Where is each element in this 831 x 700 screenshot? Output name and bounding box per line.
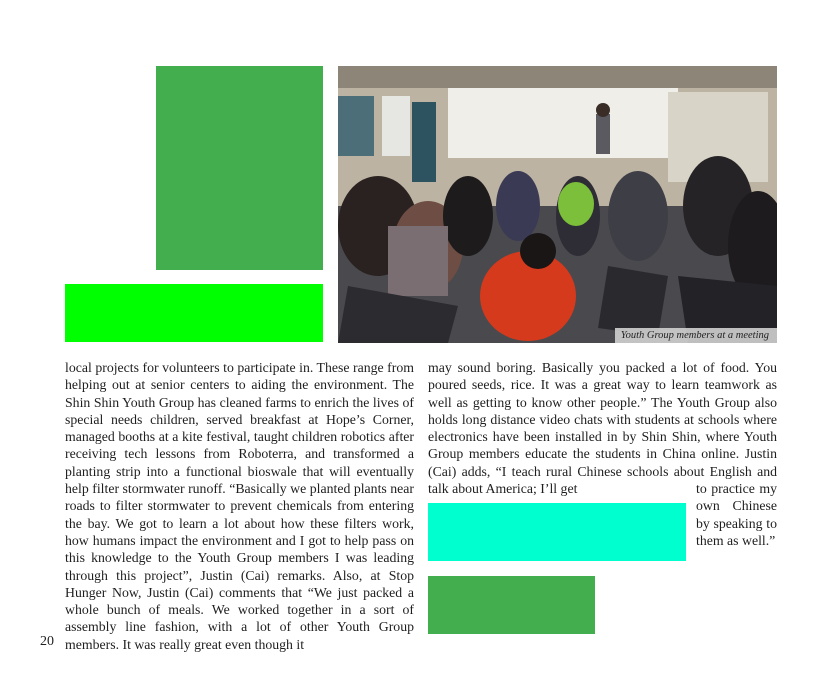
green-small-block bbox=[428, 576, 595, 634]
photo-caption: Youth Group members at a meeting bbox=[615, 328, 777, 343]
article-column-left: local projects for volunteers to participate in. These range from helping out at senior centers to aiding the environment. The Shin Shin Youth Group has cleaned farms to enrich the lives of special needs children, served breakfast at Hope’s Corner, managed booths at a kite festival, taught children robotics after receiving tech lessons from Roboterra, and transformed a planting strip into a functional bioswale that will eventually help filter stormwater runoff. “Basically we planted plants near roads to filter stormwater to prevent chemicals from entering the bay. We got to learn a lot about how these filters work, how humans impact the environment and I got to help pass on this knowledge to the Youth Group members I was leading through this project”, Justin (Cai) remarks. Also, at Stop Hunger Now, Justin (Cai) comments that “We just packed a whole bunch of meals. We worked together in a sort of assembly line fashion, with a lot of other Youth Group members. It was really great even though it bbox=[65, 360, 414, 652]
page-number: 20 bbox=[40, 634, 54, 649]
meeting-photo bbox=[338, 66, 777, 343]
lime-bar-block bbox=[65, 284, 323, 342]
article-column-right: may sound boring. Basically you packed a lot of food. You poured seeds, rice. It was a great way to learn teamwork as well as getting to know other people.” The Youth Group also holds long distance video chats with students at schools where electronics have been installed in by Shin Shin, where Youth Group members educate the students in China online. Justin (Cai) adds, “I teach rural Chinese schools about English and talk about America; I’ll get bbox=[428, 360, 777, 497]
green-square-block bbox=[156, 66, 323, 270]
cyan-bar-block bbox=[428, 503, 686, 561]
meeting-scene-illustration bbox=[338, 66, 777, 343]
article-column-right-continuation: to practice my own Chinese by speaking to them as well.” bbox=[696, 481, 777, 548]
